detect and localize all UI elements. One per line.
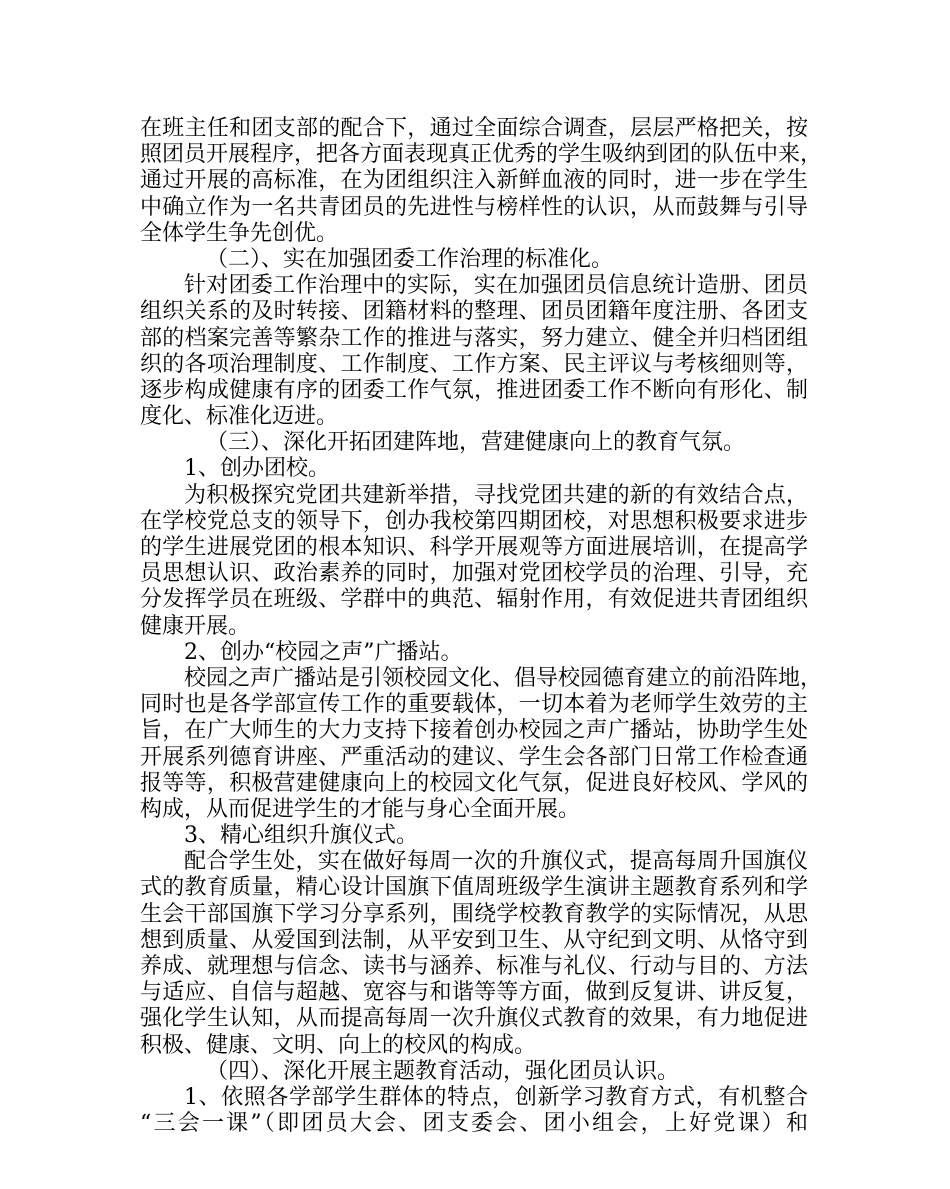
text-line: 配合学生处，实在做好每周一次的升旗仪式，提高每周升国旗仪 [184, 849, 808, 875]
text-line: 在班主任和团支部的配合下，通过全面综合调查，层层严格把关，按 [140, 116, 808, 141]
text-line: 分发挥学员在班级、学群中的典范、辐射作用，有效促进共青团组织 [140, 587, 808, 613]
sub-heading: 3、精心组织升旗仪式。 [184, 823, 418, 849]
section-heading: （四）、深化开展主题教育活动，强化团员认识。 [206, 1058, 680, 1084]
text-line: 式的教育质量，精心设计国旗下值周班级学生演讲主题教育系列和学 [140, 875, 808, 901]
text-line: 全体学生争先创优。 [140, 220, 339, 246]
text-line: 组织关系的及时转接、团籍材料的整理、团员团籍年度注册、各团支 [140, 299, 808, 325]
text-line: 想到质量、从爱国到法制，从平安到卫生、从守纪到文明、从恪守到 [140, 927, 808, 953]
text-line: 照团员开展程序，把各方面表现真正优秀的学生吸纳到团的队伍中来， [140, 142, 823, 168]
text-line: 健康开展。 [140, 613, 251, 639]
text-line: 在学校党总支的领导下，创办我校第四期团校，对思想积极要求进步 [140, 508, 808, 534]
text-line: 针对团委工作治理中的实际，实在加强团员信息统计造册、团员 [184, 273, 808, 299]
text-line: 逐步构成健康有序的团委工作气氛，推进团委工作不断向有形化、制 [140, 377, 808, 403]
text-line: 的学生进展党团的根本知识、科学开展观等方面进展培训，在提高学 [140, 535, 808, 560]
section-heading: （三）、深化开拓团建阵地，营建健康向上的教育气氛。 [206, 430, 746, 456]
text-line: 强化学生认知，从而提高每周一次升旗仪式教育的效果，有力地促进 [140, 1006, 808, 1032]
text-line: 旨，在广大师生的大力支持下接着创办校园之声广播站，协助学生处 [140, 718, 808, 744]
text-line: 1、依照各学部学生群体的特点，创新学习教育方式，有机整合 [184, 1084, 808, 1110]
text-line: 开展系列德育讲座、严重活动的建议、学生会各部门日常工作检查通 [140, 744, 808, 770]
text-line: “三会一课”（即团员大会、团支委会、团小组会，上好党课）和 [140, 1111, 808, 1137]
text-line: 积极、健康、文明、向上的校风的构成。 [140, 1032, 537, 1058]
text-line: 通过开展的高标准，在为团组织注入新鲜血液的同时，进一步在学生 [140, 168, 808, 194]
text-line: 织的各项治理制度、工作制度、工作方案、民主评议与考核细则等， [140, 351, 808, 377]
sub-heading: 2、创办“校园之声”广播站。 [184, 639, 463, 665]
text-line: 报等等，积极营建健康向上的校园文化气氛，促进良好校风、学风的 [140, 770, 808, 796]
text-line: 养成、就理想与信念、读书与涵养、标准与礼仪、行动与目的、方法 [140, 954, 808, 979]
text-line: 中确立作为一名共青团员的先进性与榜样性的认识，从而鼓舞与引导 [140, 194, 808, 220]
text-line: 为积极探究党团共建新举措，寻找党团共建的新的有效结合点， [184, 482, 808, 508]
text-line: 员思想认识、政治素养的同时，加强对党团校学员的治理、引导，充 [140, 561, 808, 587]
text-line: 校园之声广播站是引领校园文化、倡导校园德育建立的前沿阵地， [184, 665, 823, 691]
sub-heading: 1、创办团校。 [184, 456, 330, 482]
text-line: 构成，从而促进学生的才能与身心全面开展。 [140, 796, 581, 822]
text-line: 同时也是各学部宣传工作的重要载体，一切本着为老师学生效劳的主 [140, 692, 808, 718]
text-line: 度化、标准化迈进。 [140, 404, 339, 430]
text-line: 与适应、自信与超越、宽容与和谐等等方面，做到反复讲、讲反复， [140, 980, 808, 1006]
text-line: 生会干部国旗下学习分享系列，围绕学校教育教学的实际情况，从思 [140, 901, 808, 927]
section-heading: （二）、实在加强团委工作治理的标准化。 [206, 246, 614, 272]
text-line: 部的档案完善等繁杂工作的推进与落实，努力建立、健全并归档团组 [140, 325, 808, 351]
document-page [140, 116, 823, 1137]
